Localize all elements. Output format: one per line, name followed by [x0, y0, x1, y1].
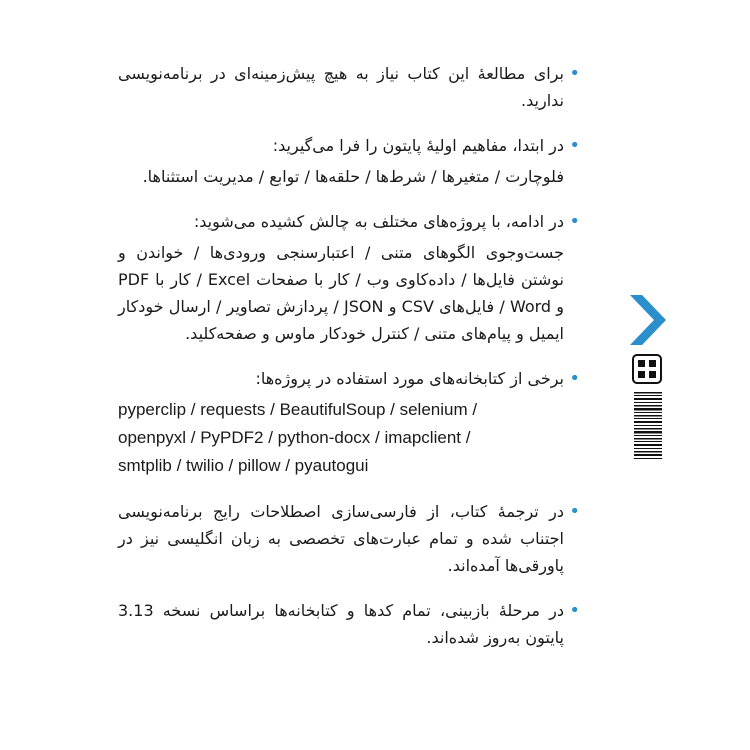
publisher-logo-icon — [632, 354, 662, 384]
back-cover-text — [118, 60, 580, 669]
paragraph-review-note: • در مرحلهٔ بازبینی، تمام کدها و کتابخانه‌ها براساس نسخه 3.13 پایتون به‌روز شده‌اند. — [118, 597, 580, 651]
chevron-right-icon — [628, 295, 668, 345]
libraries-list — [118, 396, 580, 480]
paragraph-no-prerequisite: • برای مطالعهٔ این کتاب نیاز به هیچ پیش‌زمینه‌ای در برنامه‌نویسی ندارید. — [118, 60, 580, 114]
libraries-line-2: openpyxl / PyPDF2 / python-docx / imapclient / — [118, 428, 471, 447]
paragraph-libraries-intro: • برخی از کتابخانه‌های مورد استفاده در پروژه‌ها: — [118, 365, 580, 392]
paragraph-basics-intro: • در ابتدا، مفاهیم اولیهٔ پایتون را فرا می‌گیرید: — [118, 132, 580, 159]
paragraph-projects-intro: • در ادامه، با پروژه‌های مختلف به چالش کشیده می‌شوید: — [118, 208, 580, 235]
paragraph-translation-note: • در ترجمهٔ کتاب، از فارسی‌سازی اصطلاحات رایج برنامه‌نویسی اجتناب شده و تمام عبارت‌های تخصصی به زبان انگلیسی نیز در پاورقی‌ها آمده‌اند. — [118, 498, 580, 579]
paragraph-basics-list: فلوچارت / متغیرها / شرط‌ها / حلقه‌ها / توابع / مدیریت استثناها. — [142, 167, 564, 186]
libraries-line-1: pyperclip / requests / BeautifulSoup / selenium / — [118, 400, 478, 419]
barcode-icon — [630, 390, 666, 462]
paragraph-projects-list: جست‌وجوی الگوهای متنی / اعتبارسنجی ورودی‌ها / خواندن و نوشتن فایل‌ها / داده‌کاوی وب / کار با صفحات Excel / کار با PDF و Word / فایل‌های CSV و JSON / پردازش تصاویر / ارسال خودکار ایمیل و پیام‌های متنی / کنترل خودکار ماوس و صفحه‌کلید. — [118, 243, 565, 343]
libraries-line-3: smtplib / twilio / pillow / pyautogui — [118, 456, 369, 475]
